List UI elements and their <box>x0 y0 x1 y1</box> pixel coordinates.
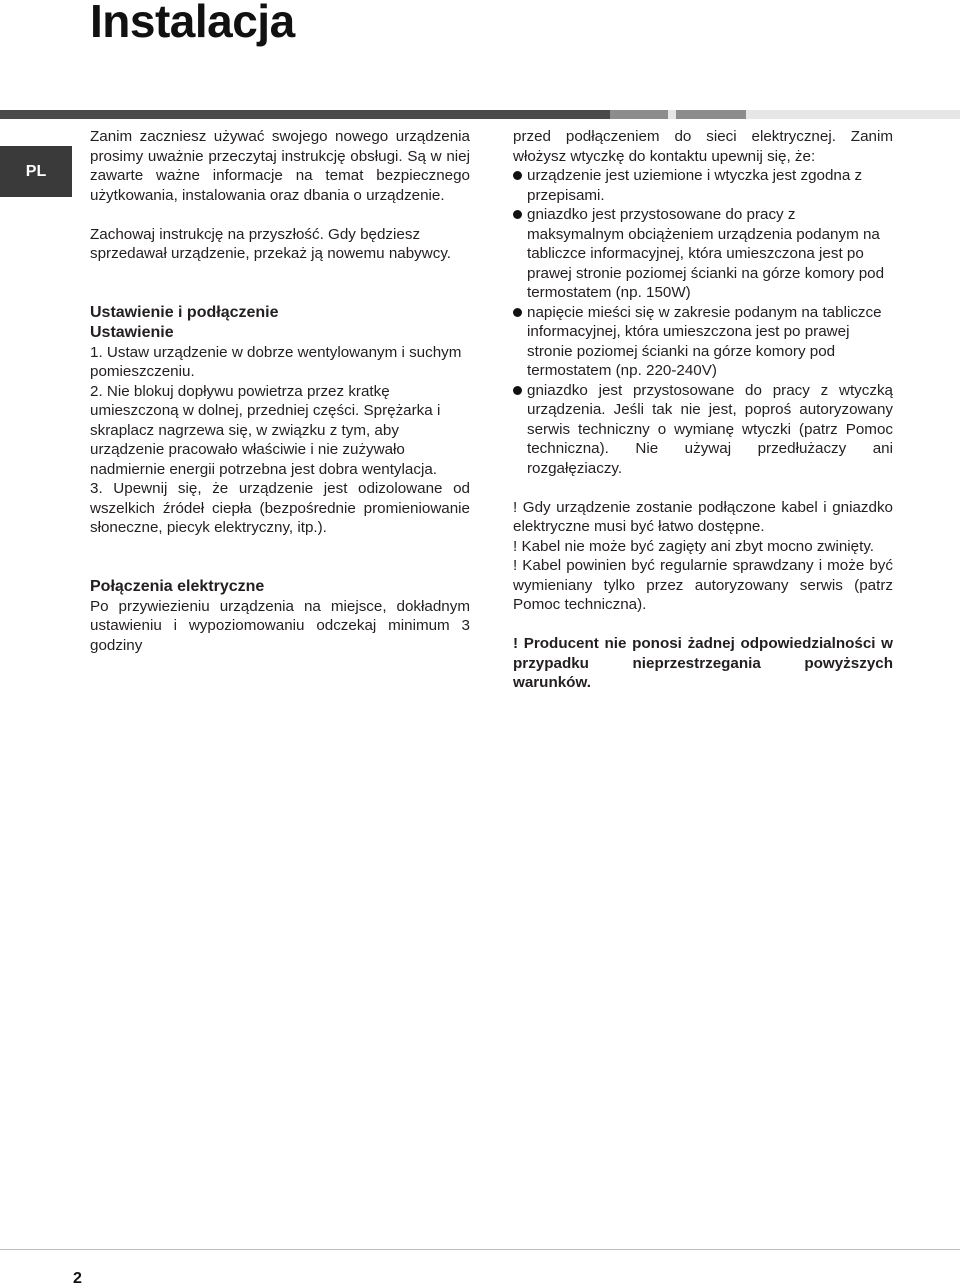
electrical-heading: Połączenia elektryczne <box>90 577 265 595</box>
note-2: ! Kabel nie może być zagięty ani zbyt mocno zwinięty. <box>513 537 875 555</box>
bullet-text: urządzenie jest uziemione i wtyczka jest zgodna z przepisami. <box>527 167 863 204</box>
left-column <box>90 127 470 655</box>
section-heading: Ustawienie i podłączenie <box>90 303 279 321</box>
header-rule-dark <box>0 110 610 119</box>
intro-paragraph: Zanim zaczniesz używać swojego nowego urządzenia prosimy uważnie przeczytaj instrukcję obsługi. Są w niej zawarte ważne informacje na temat bezpiecznego użytkowania, instalowania oraz dbania o urządzenie. <box>90 128 470 204</box>
bullet-dot-icon <box>513 308 522 317</box>
language-tab: PL <box>0 146 72 197</box>
bullet-text: napięcie mieści się w zakresie podanym na tabliczce informacyjnej, która umieszczona jest po prawej stronie poziomej ścianki na górze komory pod termostatem (np. 220-240V) <box>527 303 882 379</box>
bullet-text: gniazdko jest przystosowane do pracy z wtyczką urządzenia. Jeśli tak nie jest, poproś autoryzowany serwis techniczny o wymianę wtyczki (patrz Pomoc techniczna). Nie używaj przedłużaczy ani rozgałęziaczy. <box>527 381 893 477</box>
bullet-dot-icon <box>513 210 522 219</box>
bullet-dot-icon <box>513 386 522 395</box>
step-3: 3. Upewnij się, że urządzenie jest odizolowane od wszelkich źródeł ciepła (bezpośrednie promieniowanie słoneczne, piecyk elektryczny, itp.). <box>90 480 470 536</box>
subheading: Ustawienie <box>90 323 174 341</box>
header-rule-mid <box>610 110 668 119</box>
footer-rule <box>0 1249 960 1250</box>
note-3: ! Kabel powinien być regularnie sprawdzany i może być wymieniany tylko przez autoryzowany serwis (patrz Pomoc techniczna). <box>513 557 893 613</box>
continuation-paragraph: przed podłączeniem do sieci elektrycznej. Zanim włożysz wtyczkę do kontaktu upewnij się, że: <box>513 128 893 165</box>
page-title: Instalacja <box>90 0 295 47</box>
bullet-dot-icon <box>513 171 522 180</box>
right-column <box>513 127 893 693</box>
step-1: 1. Ustaw urządzenie w dobrze wentylowanym i suchym pomieszczeniu. <box>90 343 462 380</box>
step-2: 2. Nie blokuj dopływu powietrza przez kratkę umieszczoną w dolnej, przedniej części. Sprężarka i skraplacz nagrzewa się, w związku z tym, aby urządzenie pracowało właściwie i nie zużywało nadmiernie energii potrzebna jest dobra wentylacja. <box>90 382 441 478</box>
header-rule-mid-2 <box>676 110 746 119</box>
header-rule <box>0 110 960 119</box>
note-1: ! Gdy urządzenie zostanie podłączone kabel i gniazdko elektryczne musi być łatwo dostępne. <box>513 498 893 535</box>
list-item <box>513 303 893 381</box>
list-item <box>513 381 893 479</box>
list-item <box>513 166 893 205</box>
page-number: 2 <box>73 1270 82 1287</box>
electrical-paragraph: Po przywiezieniu urządzenia na miejsce, dokładnym ustawieniu i wypoziomowaniu odczekaj minimum 3 godziny <box>90 597 470 654</box>
list-item <box>513 205 893 303</box>
header-rule-gap <box>668 110 676 119</box>
disclaimer: ! Producent nie ponosi żadnej odpowiedzialności w przypadku nieprzestrzegania powyższych warunków. <box>513 635 893 691</box>
keep-instructions-paragraph: Zachowaj instrukcję na przyszłość. Gdy będziesz sprzedawał urządzenie, przekaż ją nowemu nabywcy. <box>90 225 452 262</box>
bullet-text: gniazdko jest przystosowane do pracy z maksymalnym obciążeniem urządzenia podanym na tabliczce informacyjnej, która umieszczona jest po prawej stronie poziomej ścianki na górze komory pod termostatem (np. 150W) <box>527 206 885 301</box>
